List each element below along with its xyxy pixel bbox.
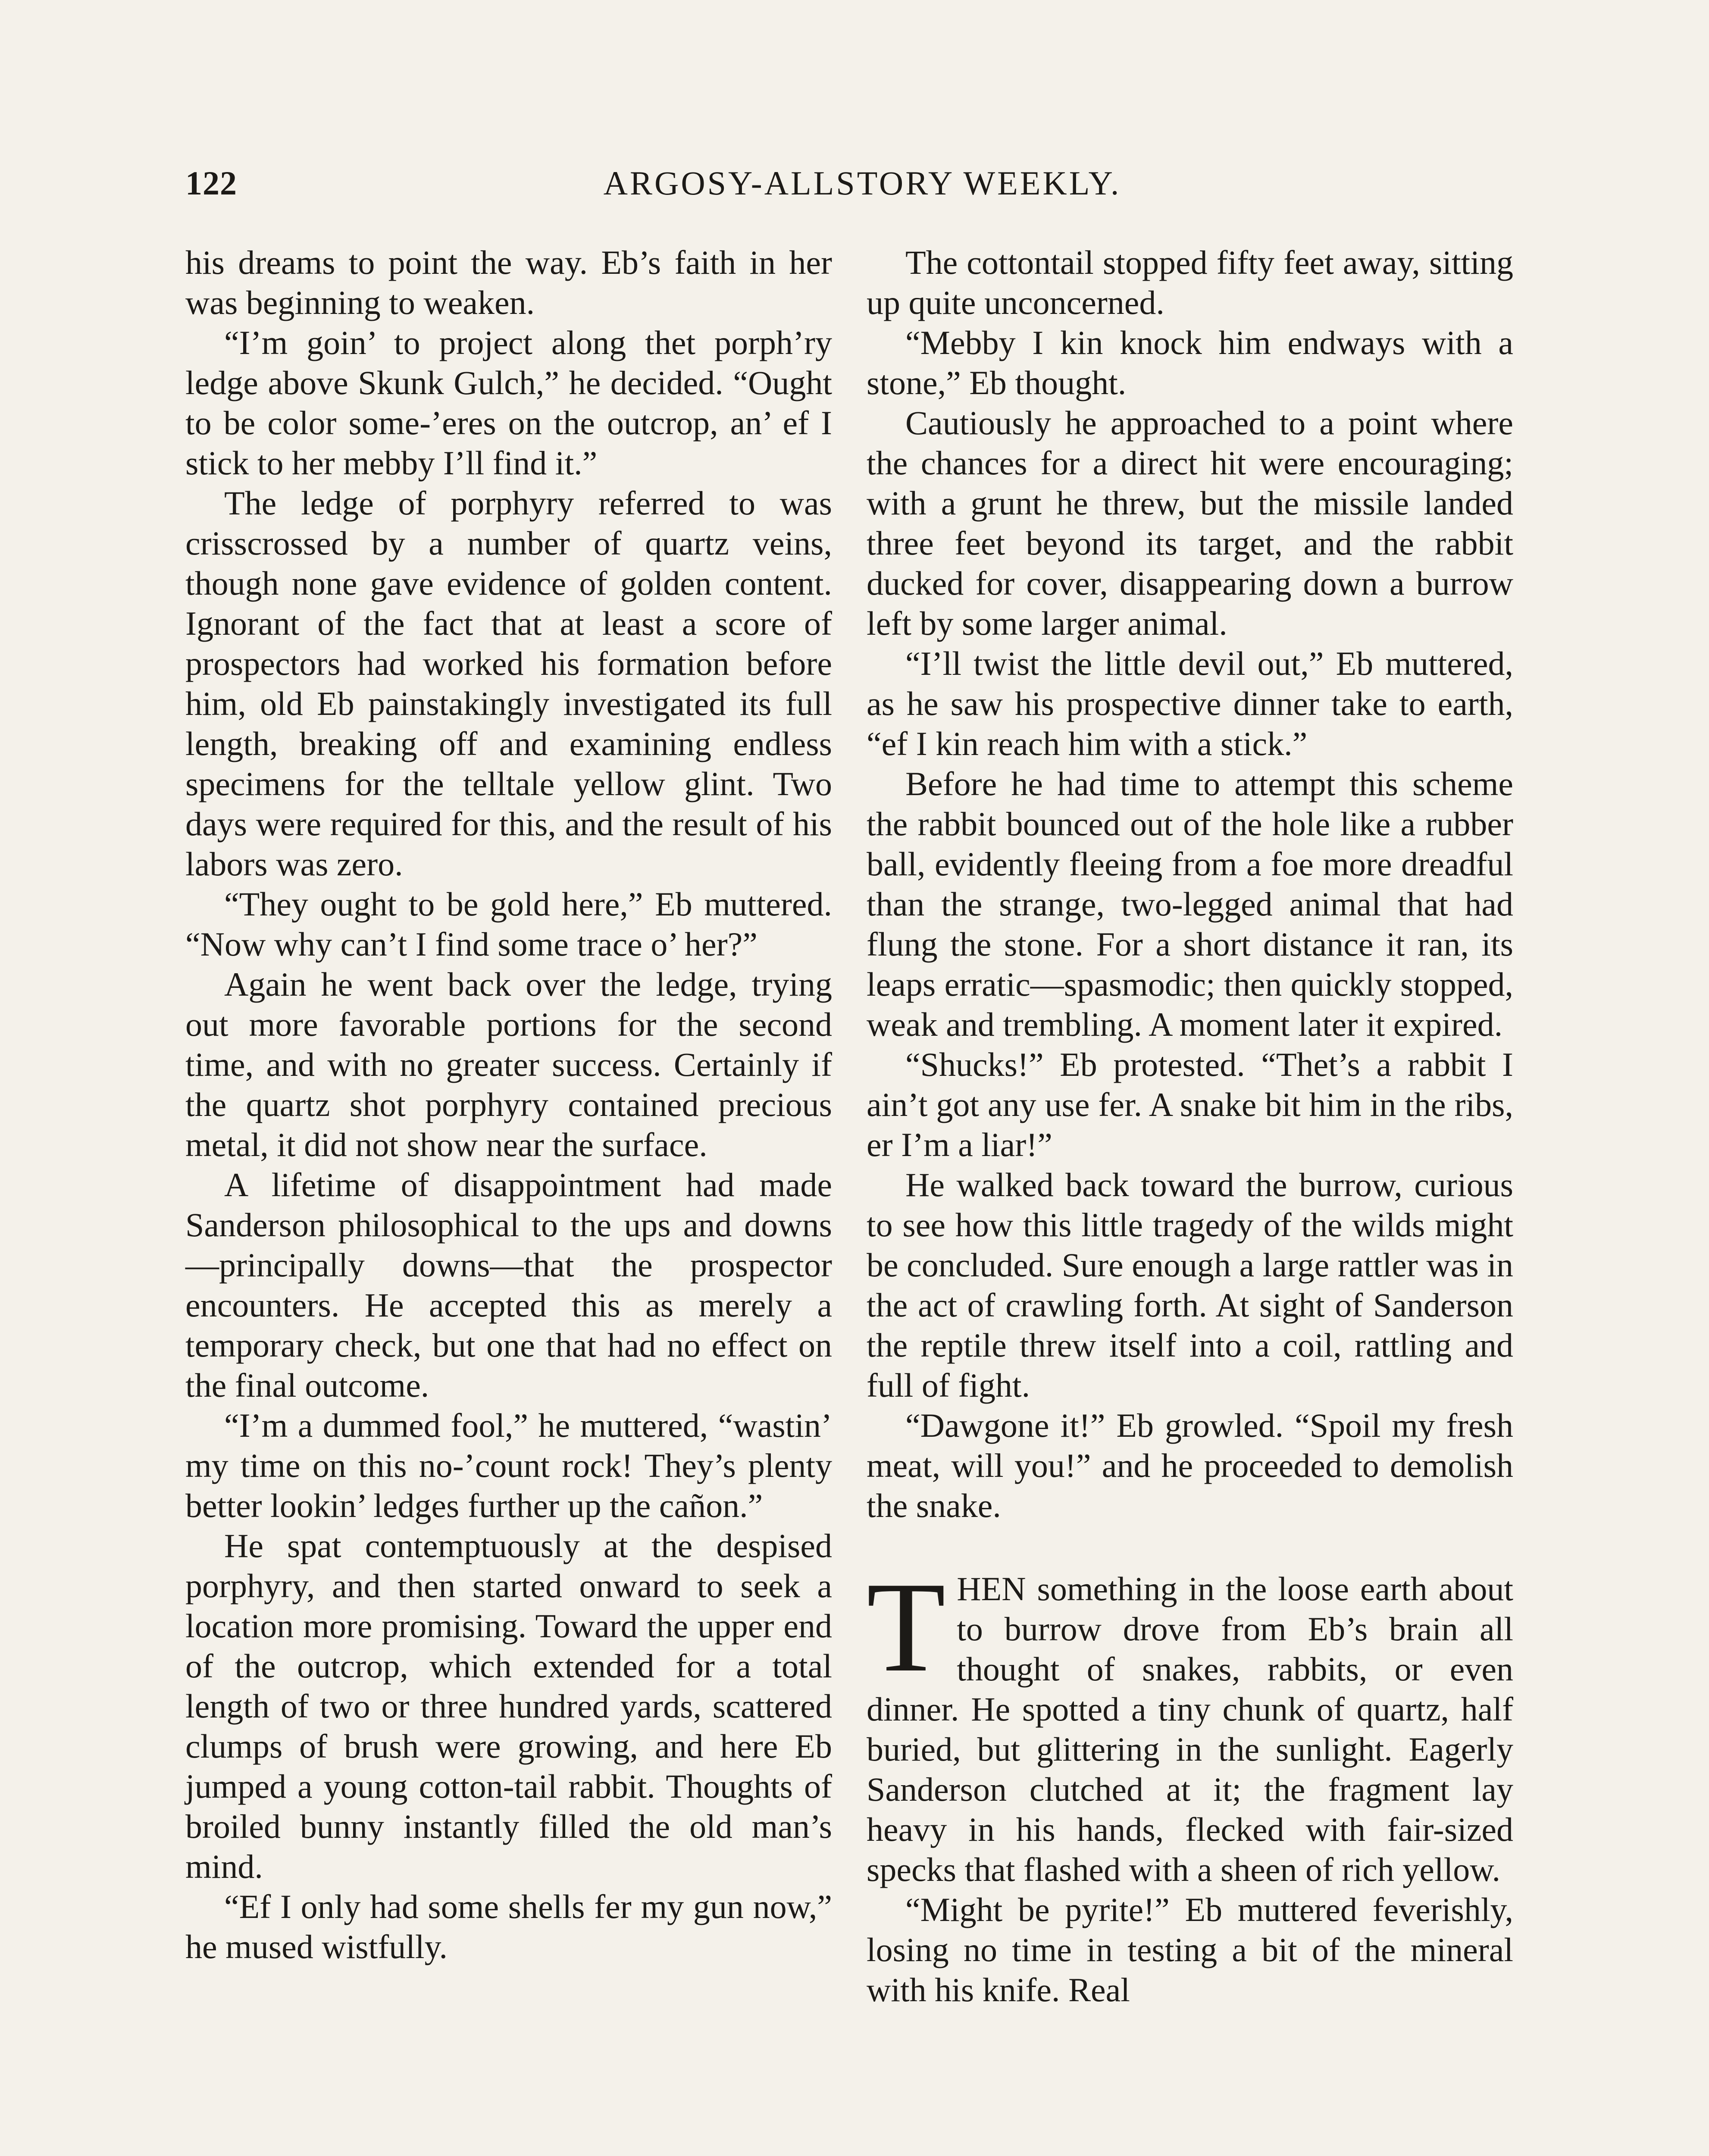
paragraph: “I’ll twist the little devil out,” Eb muttered, as he saw his prospective dinner take to earth, “ef I kin reach him with a stick.”: [867, 645, 1513, 762]
paragraph: “Ef I only had some shells fer my gun now,” he mused wistfully.: [185, 1888, 832, 1965]
paragraph: The cottontail stopped fifty feet away, sitting up quite unconcerned.: [867, 244, 1513, 321]
paragraph: He spat contemptuously at the despised porphyry, and then started onward to seek a location more promising. Toward the upper end of the outcrop, which extended for a total length of two or three hundred yards, scattered clumps of brush were growing, and here Eb jumped a young cotton-tail rabbit. Thoughts of broiled bunny instantly filled the old man’s mind.: [185, 1527, 832, 1885]
opening-text: HEN something in the loose earth about to burrow drove from Eb’s brain all thought of snakes, rabbits, or even dinner. He spotted a tiny chunk of quartz, half buried, but glittering in the sunlight. Eagerly Sanderson clutched at it; the fragment lay heavy in his hands, flecked with fair-sized specks that flashed with a sheen of rich yellow.: [867, 1570, 1513, 1888]
right-column-section-two: [867, 1555, 1513, 2010]
running-head: ARGOSY-ALLSTORY WEEKLY.: [603, 164, 1121, 202]
paragraph: his dreams to point the way. Eb’s faith in her was beginning to weaken.: [185, 244, 832, 321]
page-header: [185, 164, 1539, 224]
right-column: [867, 242, 1513, 2010]
paragraph: “Dawgone it!” Eb growled. “Spoil my fresh meat, will you!” and he proceeded to demolish the snake.: [867, 1407, 1513, 1524]
paragraph: “They ought to be gold here,” Eb muttered. “Now why can’t I find some trace o’ her?”: [185, 885, 832, 963]
page-number: 122: [185, 164, 237, 202]
section-break: [867, 1526, 1513, 1569]
paragraph: A lifetime of disappointment had made Sanderson philosophical to the ups and downs—principally downs—that the prospector encounters. He accepted this as merely a temporary check, but one that had no effect on the final outcome.: [185, 1166, 832, 1404]
paragraph: Cautiously he approached to a point where the chances for a direct hit were encouraging; with a grunt he threw, but the missile landed three feet beyond its target, and the rabbit ducked for cover, disappearing down a burrow left by some larger animal.: [867, 404, 1513, 642]
left-column: [185, 242, 832, 1967]
section-opening-paragraph: [867, 1555, 1513, 1890]
paragraph: “I’m goin’ to project along thet porph’ry ledge above Skunk Gulch,” he decided. “Ought to be color some-’eres on the outcrop, an’ ef I stick to her mebby I’ll find it.”: [185, 324, 832, 482]
paragraph: The ledge of porphyry referred to was crisscrossed by a number of quartz veins, though none gave evidence of golden content. Ignorant of the fact that at least a score of prospectors had worked his formation before him, old Eb painstakingly investigated its full length, breaking off and examining endless specimens for the telltale yellow glint. Two days were required for this, and the result of his labors was zero.: [185, 484, 832, 883]
paragraph: “Shucks!” Eb protested. “Thet’s a rabbit I ain’t got any use fer. A snake bit him in the ribs, er I’m a liar!”: [867, 1046, 1513, 1163]
paragraph: “I’m a dummed fool,” he muttered, “wastin’ my time on this no-’count rock! They’s plenty better lookin’ ledges further up the cañon.”: [185, 1407, 832, 1524]
drop-cap: T: [867, 1555, 946, 1698]
paragraph: He walked back toward the burrow, curious to see how this little tragedy of the wilds might be concluded. Sure enough a large rattler was in the act of crawling forth. At sight of Sanderson the reptile threw itself into a coil, rattling and full of fight.: [867, 1166, 1513, 1404]
paragraph: Before he had time to attempt this scheme the rabbit bounced out of the hole like a rubber ball, evidently fleeing from a foe more dreadful than the strange, two-legged animal that had flung the stone. For a short distance it ran, its leaps erratic—spasmodic; then quickly stopped, weak and trembling. A moment later it expired.: [867, 765, 1513, 1043]
paragraph: Again he went back over the ledge, trying out more favorable portions for the second time, and with no greater success. Certainly if the quartz shot porphyry contained precious metal, it did not show near the surface.: [185, 965, 832, 1163]
paragraph: “Might be pyrite!” Eb muttered feverishly, losing no time in testing a bit of the mineral with his knife. Real: [867, 1891, 1513, 2009]
paragraph: “Mebby I kin knock him endways with a stone,” Eb thought.: [867, 324, 1513, 401]
right-column-section-one: [867, 242, 1513, 1526]
